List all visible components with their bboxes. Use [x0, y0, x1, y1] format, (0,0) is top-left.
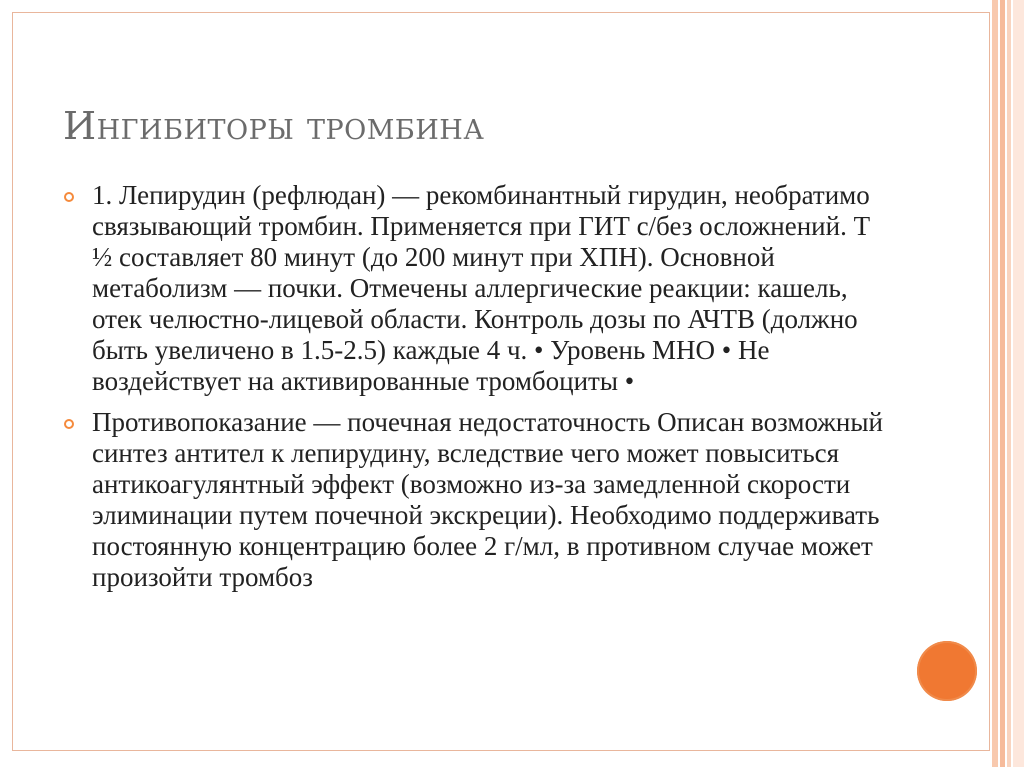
bullet-item	[64, 407, 894, 593]
bullet-list	[64, 180, 894, 603]
decorative-stripe	[1013, 0, 1024, 767]
decorative-stripe	[1007, 0, 1011, 767]
slide-title: Ингибиторы тромбина	[63, 104, 485, 148]
decorative-circle	[917, 641, 977, 701]
bullet-item	[64, 180, 894, 397]
bullet-text: 1. Лепирудин (рефлюдан) — рекомбинантный гирудин, необратимо связывающий тромбин. Применяется при ГИТ с/без осложнений. Т ½ составляет 80 минут (до 200 минут при ХПН). Основной метаболизм — почки. Отмечены аллергические реакции: кашель, отек челюстно-лицевой области. Контроль дозы по АЧТВ (должно быть увеличено в 1.5-2.5) каждые 4 ч. • Уровень МНО • Не воздействует на активированные тромбоциты •	[92, 180, 871, 396]
bullet-text: Противопоказание — почечная недостаточность Описан возможный синтез антител к лепирудину, вследствие чего может повыситься антикоагулянтный эффект (возможно из-за замедленной скорости элиминации путем почечной экскреции). Необходимо поддерживать постоянную концентрацию более 2 г/мл, в противном случае может произойти тромбоз	[92, 407, 883, 592]
bullet-circle-icon	[64, 419, 74, 429]
decorative-stripe	[1000, 0, 1005, 767]
bullet-circle-icon	[64, 192, 74, 202]
decorative-stripe	[992, 0, 998, 767]
